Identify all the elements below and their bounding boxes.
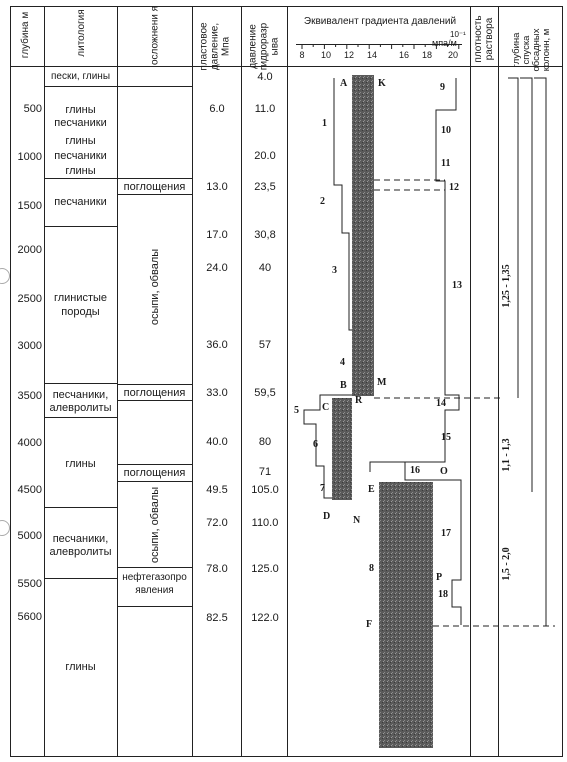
lithology-label: песчаники — [54, 117, 107, 129]
zone-number: 6 — [313, 439, 318, 450]
depth-tick: 500 — [23, 103, 42, 115]
depth-tick: 4500 — [17, 484, 42, 496]
point-label: A — [340, 78, 348, 89]
lithology-label: пески, глины — [50, 71, 111, 82]
depth-tick: 1500 — [17, 200, 42, 212]
formation-pressure-value: 13.0 — [206, 181, 228, 193]
depth-tick: 5600 — [17, 611, 42, 623]
point-label: K — [378, 78, 386, 89]
casing-lines — [508, 78, 546, 626]
point-label: M — [377, 377, 387, 388]
zone-number: 13 — [452, 280, 462, 291]
complication-label: поглощения — [123, 467, 186, 479]
zone-number: 4 — [340, 357, 345, 368]
complication-label: поглощения — [123, 387, 186, 399]
lithology-label: глинистые — [53, 292, 108, 304]
zone-number: 8 — [369, 563, 374, 574]
gradient-band-upper — [352, 75, 374, 396]
formation-pressure-value: 6.0 — [209, 103, 225, 115]
depth-tick: 5000 — [17, 530, 42, 542]
header-formation-pressure: пластовое давление, Мпа — [198, 22, 232, 71]
gradient-tick: 8 — [299, 50, 305, 60]
formation-pressure-value: 33.0 — [206, 387, 228, 399]
fracture-pressure-value: 4.0 — [257, 71, 273, 83]
formation-pressure-value: 72.0 — [206, 517, 228, 529]
zone-number: 15 — [441, 432, 451, 443]
point-label: F — [366, 619, 373, 630]
header-gradient-unit: мпа/м — [432, 38, 457, 48]
fracture-pressure-value: 23,5 — [254, 181, 276, 193]
complication-label: осыпи, обвалы — [149, 486, 161, 564]
zone-number: 10 — [441, 125, 451, 136]
lithology-label: алевролиты — [49, 402, 112, 414]
lithology-label: песчаники, — [52, 389, 109, 401]
point-label: O — [440, 466, 448, 477]
lithology-label: песчаники, — [52, 533, 109, 545]
zone-number: 11 — [441, 158, 451, 169]
point-label: N — [353, 515, 361, 526]
zone-number: 3 — [332, 265, 337, 276]
zone-number: 14 — [436, 398, 446, 409]
depth-tick: 4000 — [17, 437, 42, 449]
lithology-label: песчаники — [54, 150, 107, 162]
gradient-band-lower — [379, 482, 433, 748]
point-label: B — [340, 380, 347, 391]
zone-number: 2 — [320, 196, 325, 207]
fracture-pressure-value: 59,5 — [254, 387, 276, 399]
fracture-pressure-value: 30,8 — [254, 229, 276, 241]
header-gradient-title: Эквивалент градиента давлений — [303, 16, 457, 27]
formation-pressure-value: 40.0 — [206, 436, 228, 448]
zone-number: 9 — [440, 82, 445, 93]
gradient-tick: 12 — [343, 50, 354, 60]
header-depth: глубина м — [20, 11, 31, 59]
zone-number: 1 — [322, 118, 327, 129]
fracture-pressure-value: 125.0 — [251, 563, 279, 575]
header-casing-depth: глубина спуска обсадных колонн, м — [511, 28, 552, 72]
point-label: R — [355, 395, 363, 406]
mud-density-range: 1,5 - 2,0 — [501, 547, 512, 581]
point-label: P — [436, 572, 443, 583]
formation-pressure-value: 17.0 — [206, 229, 228, 241]
zone-number: 5 — [294, 405, 299, 416]
gradient-tick: 20 — [447, 50, 458, 60]
lithology-label: глины — [65, 104, 96, 116]
fracture-pressure-value: 110.0 — [251, 517, 279, 529]
lithology-label: алевролиты — [49, 546, 112, 558]
lithology-label: породы — [61, 306, 100, 318]
formation-pressure-value: 36.0 — [206, 339, 228, 351]
zone-number: 12 — [449, 182, 459, 193]
header-mud-density: плотность раствора — [473, 15, 495, 63]
fracture-pressure-value: 40 — [258, 262, 272, 274]
gradient-tick: 10 — [320, 50, 331, 60]
formation-pressure-value: 24.0 — [206, 262, 228, 274]
formation-pressure-value: 82.5 — [206, 612, 228, 624]
fracture-pressure-value: 122.0 — [251, 612, 279, 624]
depth-tick: 2000 — [17, 244, 42, 256]
gradient-band-middle — [332, 398, 352, 500]
fracture-pressure-value: 11.0 — [254, 103, 276, 115]
fracture-pressure-value: 105.0 — [251, 484, 279, 496]
complication-label: нефтегазопро — [122, 572, 187, 583]
lithology-label: глины — [65, 458, 96, 470]
zone-number: 7 — [320, 483, 325, 494]
header-lithology: литология — [76, 9, 87, 57]
lithology-label: песчаники — [54, 196, 107, 208]
header-gradient-exponent: 10⁻¹ — [450, 30, 466, 39]
lithology-label: глины — [65, 661, 96, 673]
depth-tick: 1000 — [17, 151, 42, 163]
point-label: D — [323, 511, 331, 522]
fracture-pressure-value: 71 — [258, 466, 272, 478]
lithology-label: глины — [65, 135, 96, 147]
depth-tick: 3000 — [17, 340, 42, 352]
depth-tick: 5500 — [17, 578, 42, 590]
gradient-tick: 14 — [366, 50, 377, 60]
depth-tick: 2500 — [17, 293, 42, 305]
complication-label: осыпи, обвалы — [149, 248, 161, 326]
zone-number: 16 — [410, 465, 420, 476]
lithology-label: глины — [65, 165, 96, 177]
gradient-tick: 18 — [421, 50, 432, 60]
complication-label: поглощения — [123, 181, 186, 193]
point-label: C — [322, 402, 330, 413]
formation-pressure-value: 78.0 — [206, 563, 228, 575]
complication-label: явления — [135, 585, 174, 596]
mud-density-range: 1,25 - 1,35 — [501, 264, 512, 308]
fracture-pressure-value: 80 — [258, 436, 272, 448]
point-label: E — [368, 484, 375, 495]
fracture-pressure-value: 57 — [258, 339, 272, 351]
depth-tick: 3500 — [17, 390, 42, 402]
header-fracture-pressure: давление гидроразр ыва — [247, 22, 281, 71]
formation-pressure-value: 49.5 — [206, 484, 228, 496]
zone-number: 17 — [441, 528, 451, 539]
header-complications: осложнени я — [149, 5, 161, 66]
gradient-tick: 16 — [398, 50, 409, 60]
fracture-pressure-value: 20.0 — [254, 150, 276, 162]
zone-number: 18 — [438, 589, 448, 600]
mud-density-range: 1,1 - 1,3 — [501, 438, 512, 472]
